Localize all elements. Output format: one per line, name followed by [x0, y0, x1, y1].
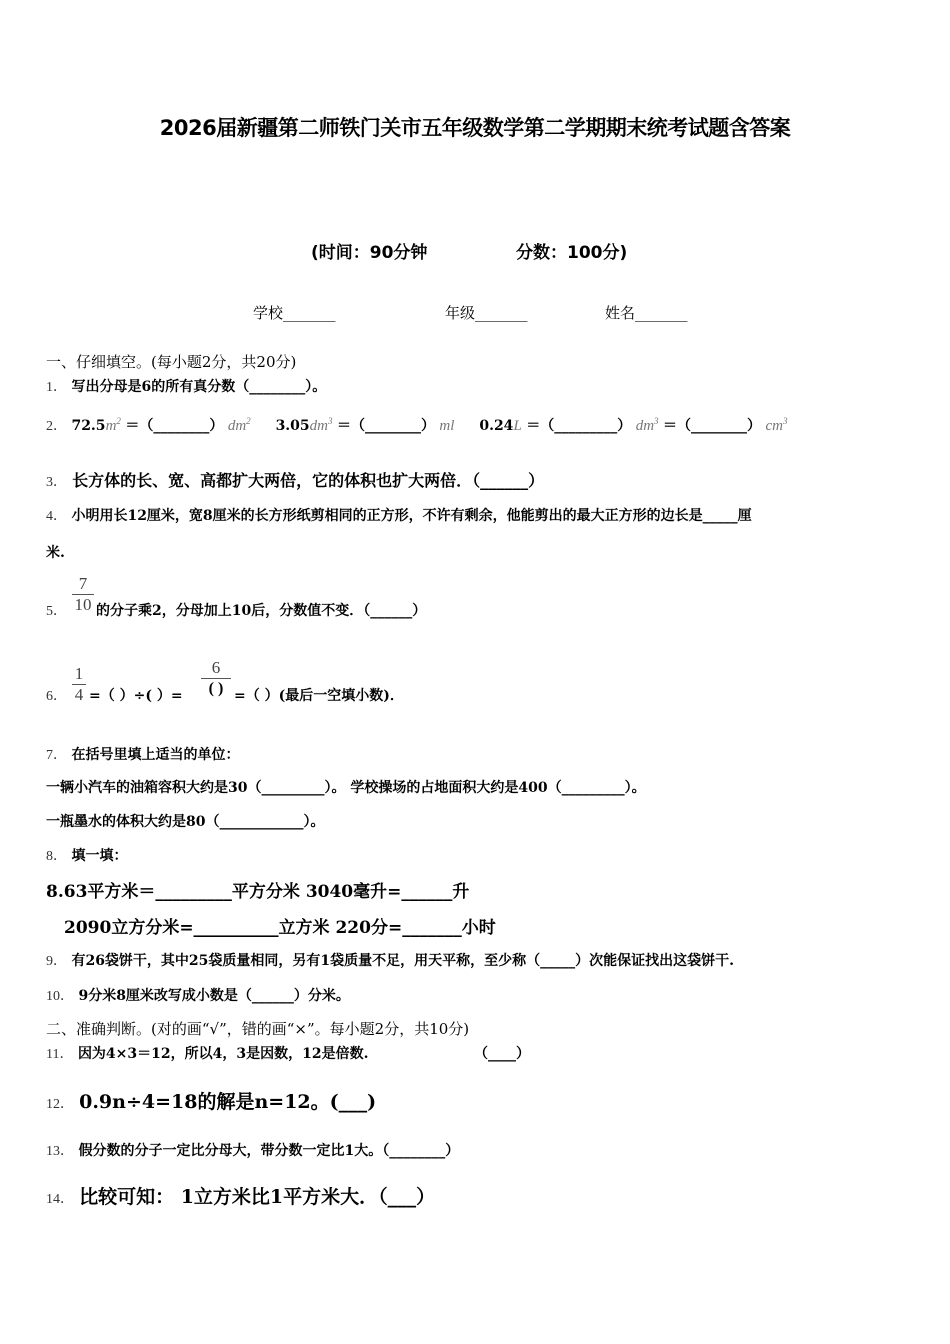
question-number: 9． [46, 954, 67, 969]
question-number: 5． [46, 604, 67, 619]
question-number: 3． [46, 475, 67, 490]
section-2-heading: 二、准确判断。(对的画“√”，错的画“×”。每小题2分，共10分) [46, 1020, 470, 1038]
blank: ＝（________） [336, 418, 435, 434]
question-8-line-1: 8.63平方米＝_________平方分米 3040毫升=______升 [46, 882, 470, 902]
blank: ＝（_________） [526, 418, 632, 434]
unit: $dm^3$ [309, 416, 333, 434]
denominator: 4 [72, 684, 86, 705]
question-text: 写出分母是6的所有真分数（________）。 [71, 379, 327, 395]
blank: ＝（________） [125, 418, 224, 434]
numerator: 1 [74, 664, 84, 683]
question-number: 10． [46, 989, 74, 1004]
value: 0.24 [479, 418, 514, 434]
fraction-7-10 [72, 574, 94, 615]
question-7-line-1: 一辆小汽车的油箱容积大约是30（_________）。 学校操场的占地面积大约是400（_________）。 [46, 780, 646, 796]
question-text: 长方体的长、宽、高都扩大两倍，它的体积也扩大两倍．（______） [72, 471, 545, 490]
grade-field: 年级_______ [445, 304, 528, 322]
question-number: 6． [46, 689, 67, 704]
question-10 [46, 985, 350, 1005]
question-1 [46, 376, 326, 396]
question-4-continued: 米. [46, 545, 65, 561]
unit: $dm^2$ [227, 416, 251, 434]
question-number: 2． [46, 419, 67, 434]
question-11-blank: （____） [474, 1046, 530, 1062]
question-11 [46, 1043, 368, 1063]
question-text: 有26袋饼干，其中25袋质量相同，另有1袋质量不足，用天平称，至少称（_____）次能保证找出这袋饼干. [71, 953, 735, 969]
question-text: 填一填： [71, 848, 128, 864]
question-number: 14． [46, 1192, 74, 1207]
numerator: 6 [211, 658, 221, 677]
question-number: 13． [46, 1144, 74, 1159]
question-12 [46, 1087, 376, 1114]
question-text: 比较可知： 1立方米比1平方米大．（___） [79, 1186, 436, 1208]
section-1-heading: 一、仔细填空。(每小题2分，共20分) [46, 353, 297, 371]
fraction-6-blank [201, 658, 231, 699]
question-text: 0.9n÷4=18的解是n=12。(___) [79, 1091, 377, 1113]
school-field: 学校_______ [253, 304, 336, 322]
question-text: 因为4×3＝12，所以4，3是因数，12是倍数. [77, 1046, 369, 1062]
question-number: 1． [46, 380, 67, 395]
question-6-equation: =（ ）÷( ）= [89, 688, 183, 704]
question-8-line-2: 2090立方分米=__________立方米 220分=_______小时 [64, 918, 496, 938]
numerator: 7 [78, 574, 88, 593]
question-8 [46, 845, 127, 865]
fraction-1-4 [72, 664, 86, 705]
question-3 [46, 468, 544, 491]
value: 3.05 [275, 418, 310, 434]
question-text: 小明用长12厘米，宽8厘米的长方形纸剪相同的正方形，不许有剩余，他能剪出的最大正方形的边长是_____厘 [71, 508, 752, 524]
blank: ＝（________） [662, 418, 761, 434]
value: 72.5 [71, 418, 106, 434]
question-4 [46, 505, 752, 525]
exam-title: 2026届新疆第二师铁门关市五年级数学第二学期期末统考试题含答案 [159, 116, 791, 140]
question-2 [46, 415, 787, 435]
question-text: 在括号里填上适当的单位： [71, 747, 240, 763]
denominator: 10 [72, 594, 94, 615]
question-7-line-2: 一瓶墨水的体积大约是80（____________）。 [46, 814, 325, 830]
question-number: 8． [46, 849, 67, 864]
name-field: 姓名_______ [605, 304, 688, 322]
question-13 [46, 1140, 459, 1160]
question-number: 12． [46, 1097, 74, 1112]
time-limit: (时间：90分钟 [311, 243, 428, 263]
question-number: 7． [46, 748, 67, 763]
question-number: 4． [46, 509, 67, 524]
question-text: 9分米8厘米改写成小数是（______）分米。 [78, 988, 350, 1004]
unit: ml [439, 418, 455, 434]
denominator-blank: ( ) [201, 678, 231, 699]
question-5-text: 的分子乘2，分母加上10后，分数值不变．（______） [96, 603, 427, 619]
question-7 [46, 744, 239, 764]
question-number: 11． [46, 1047, 74, 1062]
total-score: 分数：100分) [516, 243, 628, 263]
question-9 [46, 950, 734, 970]
question-14 [46, 1182, 435, 1209]
unit: $cm^3$ [765, 416, 788, 434]
unit: $dm^3$ [635, 416, 659, 434]
question-text: 假分数的分子一定比分母大，带分数一定比1大。（________） [78, 1143, 460, 1159]
question-6-tail: =（ ）(最后一空填小数)． [234, 688, 404, 704]
unit: L [513, 418, 522, 434]
unit: $m^2$ [105, 416, 121, 434]
